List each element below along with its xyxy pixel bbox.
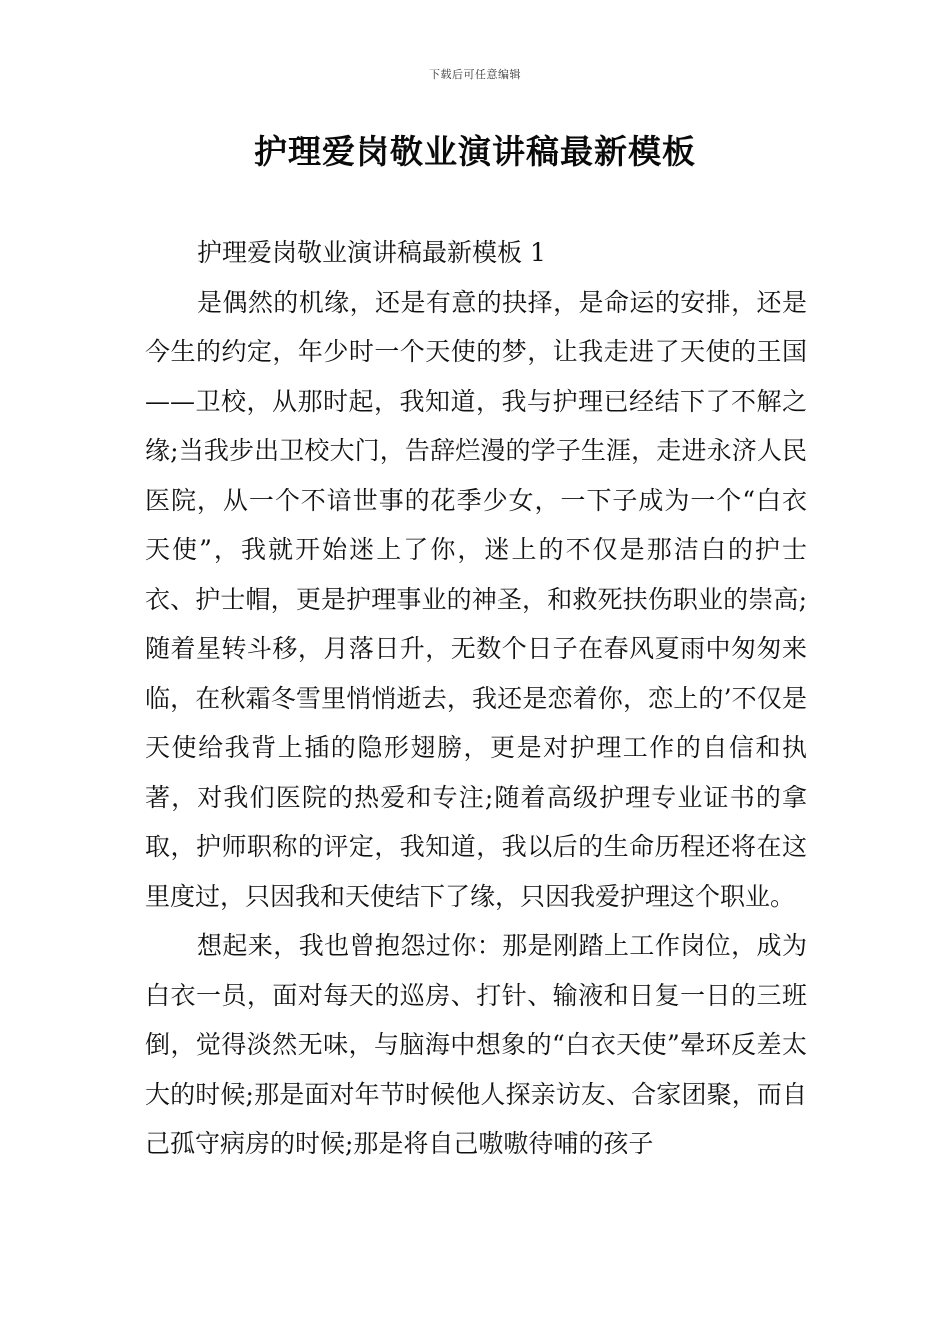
section-heading: 护理爱岗敬业演讲稿最新模板 1 (197, 238, 546, 267)
header-note: 下载后可任意编辑 (429, 68, 521, 81)
paragraph-1: 是偶然的机缘，还是有意的抉择，是命运的安排，还是今生的约定，年少时一个天使的梦，让我走进了天使的王国——卫校，从那时起，我知道，我与护理已经结下了不解之缘;当我步出卫校大门，告辞烂漫的学子生涯，走进永济人民医院，从一个不谙世事的花季少女，一下子成为一个“白衣天使”，我就开始迷上了你，迷上的不仅是那洁白的护士衣、护士帽，更是护理事业的神圣，和救死扶伤职业的崇高;随着星转斗移，月落日升，无数个日子在春风夏雨中匆匆来临，在秋霜冬雪里悄悄逝去，我还是恋着你，恋上的’不仅是天使给我背上插的隐形翅膀，更是对护理工作的自信和执著，对我们医院的热爱和专注;随着高级护理专业证书的拿取，护师职称的评定，我知道，我以后的生命历程还将在这里度过，只因我和天使结下了缘，只因我爱护理这个职业。 (145, 287, 807, 911)
paragraph-2: 想起来，我也曾抱怨过你：那是刚踏上工作岗位，成为白衣一员，面对每天的巡房、打针、输液和日复一日的三班倒，觉得淡然无味，与脑海中想象的“白衣天使”晕环反差太大的时候;那是面对年节时候他人探亲访友、合家团聚，而自己孤守病房的时候;那是将自己嗷嗷待哺的孩子 (145, 931, 807, 1158)
document-body (145, 228, 807, 1169)
document-title: 护理爱岗敬业演讲稿最新模板 (254, 132, 696, 171)
